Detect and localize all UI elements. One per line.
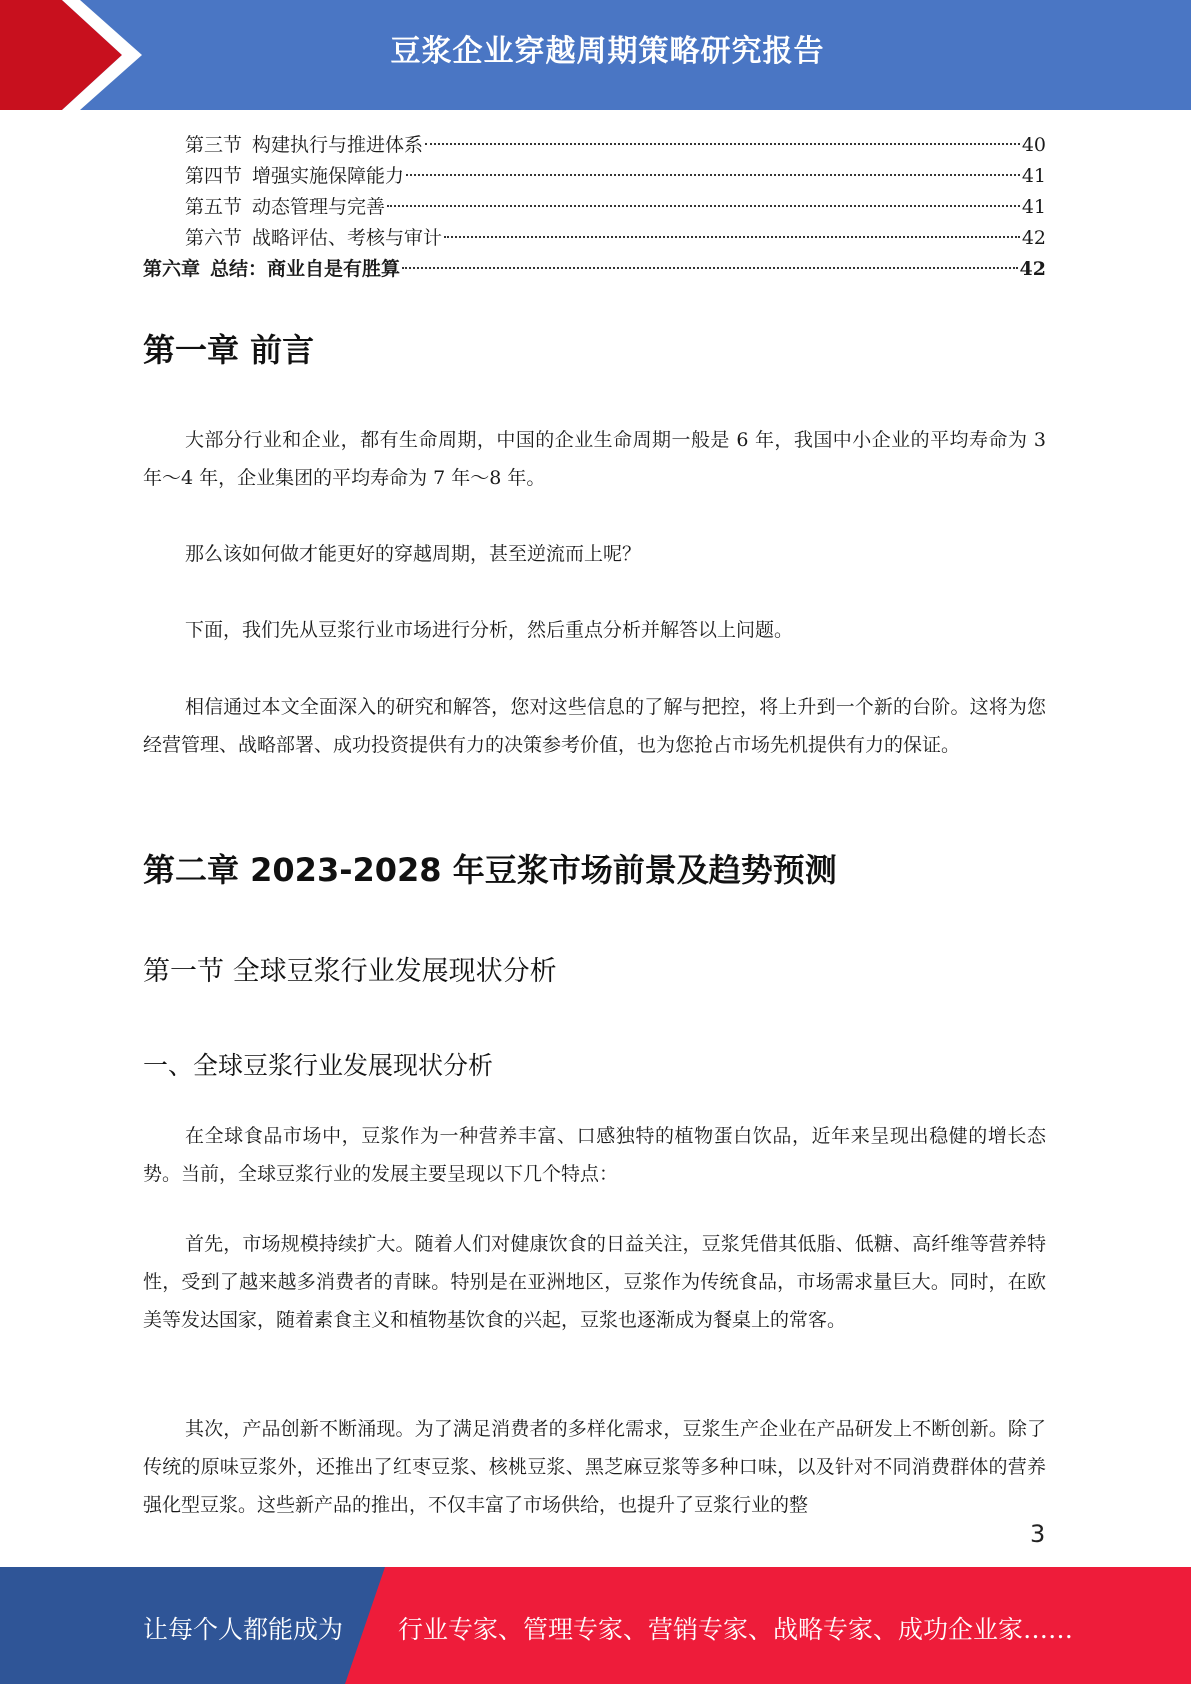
toc-entry-title: 构建执行与推进体系: [252, 134, 424, 156]
body-paragraph: 在全球食品市场中，豆浆作为一种营养丰富、口感独特的植物蛋白饮品，近年来呈现出稳健的增长态势。当前，全球豆浆行业的发展主要呈现以下几个特点：: [143, 1125, 1046, 1185]
chapter-heading: 第二章 2023-2028 年豆浆市场前景及趋势预测: [143, 851, 837, 889]
body-paragraph: 那么该如何做才能更好的穿越周期，甚至逆流而上呢？: [185, 543, 642, 565]
page-header: [0, 0, 1191, 110]
section-heading: 第一节 全球豆浆行业发展现状分析: [143, 956, 557, 987]
page-footer: [0, 1567, 1191, 1684]
toc-entry-title: 增强实施保障能力: [252, 165, 405, 187]
toc-leader-dots: [425, 143, 1020, 145]
toc-entry-page: 41: [1021, 165, 1046, 187]
toc-entry[interactable]: [143, 223, 1046, 254]
chapter-heading: 第一章 前言: [143, 331, 315, 369]
toc-leader-dots: [387, 205, 1020, 207]
toc-leader-dots: [402, 267, 1018, 269]
toc-entry-number: 第六章: [143, 258, 201, 280]
toc-entry-number: 第五节: [185, 196, 243, 218]
subsection-heading: 一、全球豆浆行业发展现状分析: [143, 1051, 494, 1080]
toc-entry-page: 42: [1021, 227, 1046, 249]
toc-entry-title: 总结：商业自是有胜算: [210, 258, 401, 280]
report-title: 豆浆企业穿越周期策略研究报告: [390, 34, 825, 69]
toc-entry-title: 战略评估、考核与审计: [252, 227, 443, 249]
toc-entry-page: 42: [1019, 258, 1046, 280]
body-paragraph: 其次，产品创新不断涌现。为了满足消费者的多样化需求，豆浆生产企业在产品研发上不断创新。除了传统的原味豆浆外，还推出了红枣豆浆、核桃豆浆、黑芝麻豆浆等多种口味，以及针对不同消费群体的营养强化型豆浆。这些新产品的推出，不仅丰富了市场供给，也提升了豆浆行业的整: [143, 1418, 1046, 1516]
toc-entry-number: 第六节: [185, 227, 243, 249]
toc-entry-page: 41: [1021, 196, 1046, 218]
toc-entry[interactable]: [143, 130, 1046, 161]
toc-entry-number: 第三节: [185, 134, 243, 156]
toc-entry-page: 40: [1021, 134, 1046, 156]
toc-leader-dots: [406, 174, 1020, 176]
toc-entry[interactable]: [143, 161, 1046, 192]
body-paragraph: 大部分行业和企业，都有生命周期，中国的企业生命周期一般是 6 年，我国中小企业的平均寿命为 3 年～4 年，企业集团的平均寿命为 7 年～8 年。: [143, 429, 1046, 489]
footer-slogan-right: 行业专家、管理专家、营销专家、战略专家、成功企业家……: [398, 1615, 1074, 1644]
toc-entry[interactable]: [143, 192, 1046, 223]
toc-leader-dots: [444, 236, 1020, 238]
body-paragraph: 首先，市场规模持续扩大。随着人们对健康饮食的日益关注，豆浆凭借其低脂、低糖、高纤维等营养特性，受到了越来越多消费者的青睐。特别是在亚洲地区，豆浆作为传统食品，市场需求量巨大。同时，在欧美等发达国家，随着素食主义和植物基饮食的兴起，豆浆也逐渐成为餐桌上的常客。: [143, 1233, 1046, 1331]
body-paragraph: 相信通过本文全面深入的研究和解答，您对这些信息的了解与把控，将上升到一个新的台阶。这将为您经营管理、战略部署、成功投资提供有力的决策参考价值，也为您抢占市场先机提供有力的保证。: [143, 696, 1046, 756]
toc-entry-number: 第四节: [185, 165, 243, 187]
body-paragraph: 下面，我们先从豆浆行业市场进行分析，然后重点分析并解答以上问题。: [185, 619, 794, 641]
toc-entry-title: 动态管理与完善: [252, 196, 386, 218]
table-of-contents: [143, 130, 1046, 285]
toc-entry-chapter[interactable]: [143, 254, 1046, 285]
page-number: 3: [1030, 1520, 1046, 1548]
footer-slogan-left: 让每个人都能成为: [143, 1615, 344, 1644]
